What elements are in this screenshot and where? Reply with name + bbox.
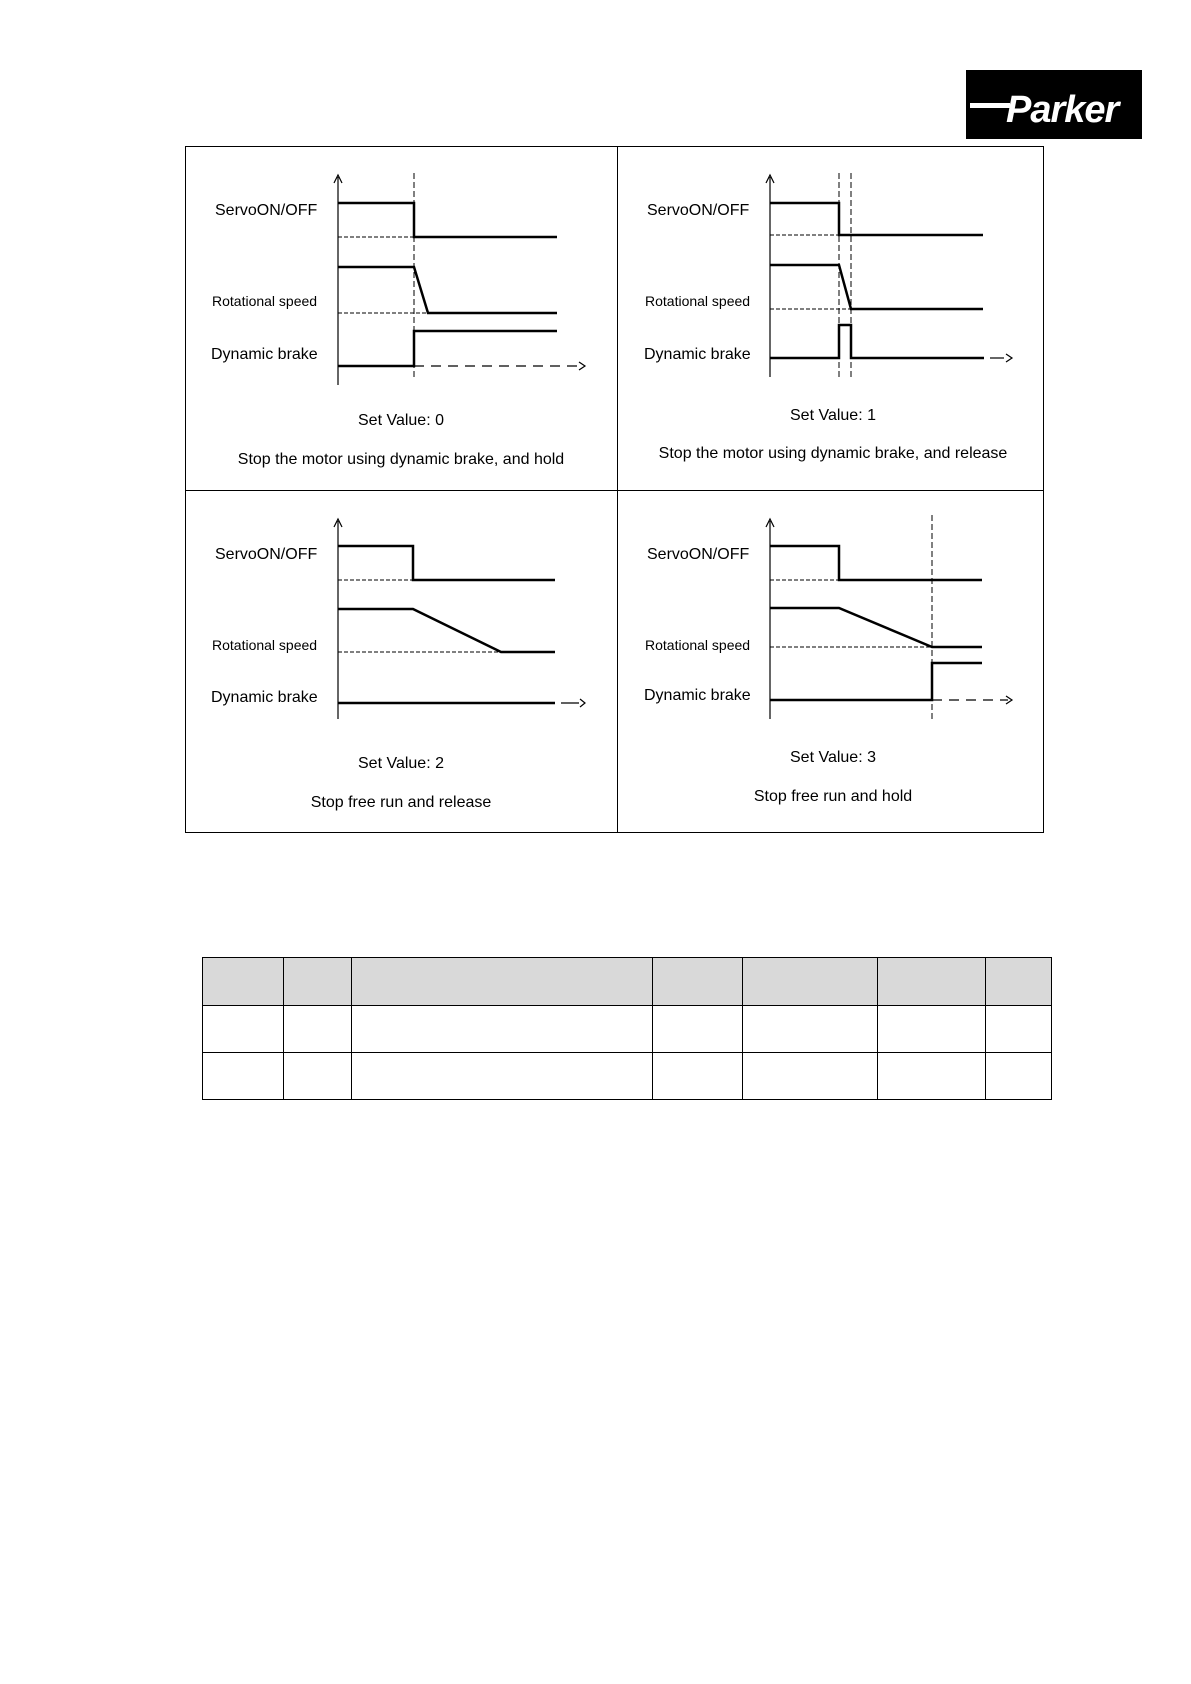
timing-diagram-1 [618, 147, 1044, 489]
table-cell [743, 1053, 878, 1100]
table-cell [352, 1006, 653, 1053]
stop-mode-figure [185, 146, 1044, 833]
timing-diagram-3 [618, 491, 1044, 833]
table-header-cell [284, 958, 352, 1006]
label-servo: ServoON/OFF [647, 202, 750, 219]
label-servo: ServoON/OFF [647, 546, 750, 563]
table-cell [743, 1006, 878, 1053]
parker-logo [966, 70, 1142, 139]
table-header-cell [653, 958, 743, 1006]
table-cell [653, 1006, 743, 1053]
table-cell [653, 1053, 743, 1100]
set-value-caption: Set Value: 0 [358, 412, 444, 429]
label-rotational-speed: Rotational speed [645, 637, 751, 653]
panel-set-value-1 [618, 147, 1048, 489]
parameter-table [202, 957, 1052, 1100]
mode-description: Stop free run and hold [753, 788, 913, 805]
table-row [203, 1053, 1052, 1100]
table-cell [986, 1053, 1052, 1100]
set-value-caption: Set Value: 3 [790, 749, 876, 766]
panel-set-value-2 [186, 491, 616, 833]
table-header-cell [203, 958, 284, 1006]
panel-set-value-3 [618, 491, 1048, 833]
label-rotational-speed: Rotational speed [645, 293, 751, 309]
timing-diagram-2 [186, 491, 616, 833]
table-header-cell [986, 958, 1052, 1006]
label-servo: ServoON/OFF [215, 546, 318, 563]
label-rotational-speed: Rotational speed [212, 637, 318, 653]
table-cell [352, 1053, 653, 1100]
label-dynamic-brake: Dynamic brake [644, 687, 751, 704]
table-header-cell [878, 958, 986, 1006]
mode-description: Stop free run and release [310, 794, 492, 811]
table-cell [878, 1053, 986, 1100]
mode-description: Stop the motor using dynamic brake, and release [658, 445, 1008, 462]
table-cell [986, 1006, 1052, 1053]
table-header-cell [352, 958, 653, 1006]
mode-description: Stop the motor using dynamic brake, and hold [237, 451, 565, 468]
label-rotational-speed: Rotational speed [212, 293, 318, 309]
label-dynamic-brake: Dynamic brake [644, 346, 751, 363]
set-value-caption: Set Value: 2 [358, 755, 444, 772]
table-header-row [203, 958, 1052, 1006]
table-row [203, 1006, 1052, 1053]
timing-diagram-0 [186, 147, 616, 489]
svg-text:Parker: Parker [1006, 89, 1119, 131]
parker-logo-mark [966, 70, 1142, 139]
table-cell [203, 1006, 284, 1053]
label-dynamic-brake: Dynamic brake [211, 689, 318, 706]
label-dynamic-brake: Dynamic brake [211, 346, 318, 363]
table-cell [284, 1006, 352, 1053]
table-cell [203, 1053, 284, 1100]
label-servo: ServoON/OFF [215, 202, 318, 219]
table-header-cell [743, 958, 878, 1006]
table-cell [878, 1006, 986, 1053]
table-cell [284, 1053, 352, 1100]
panel-set-value-0 [186, 147, 616, 489]
set-value-caption: Set Value: 1 [790, 407, 876, 424]
